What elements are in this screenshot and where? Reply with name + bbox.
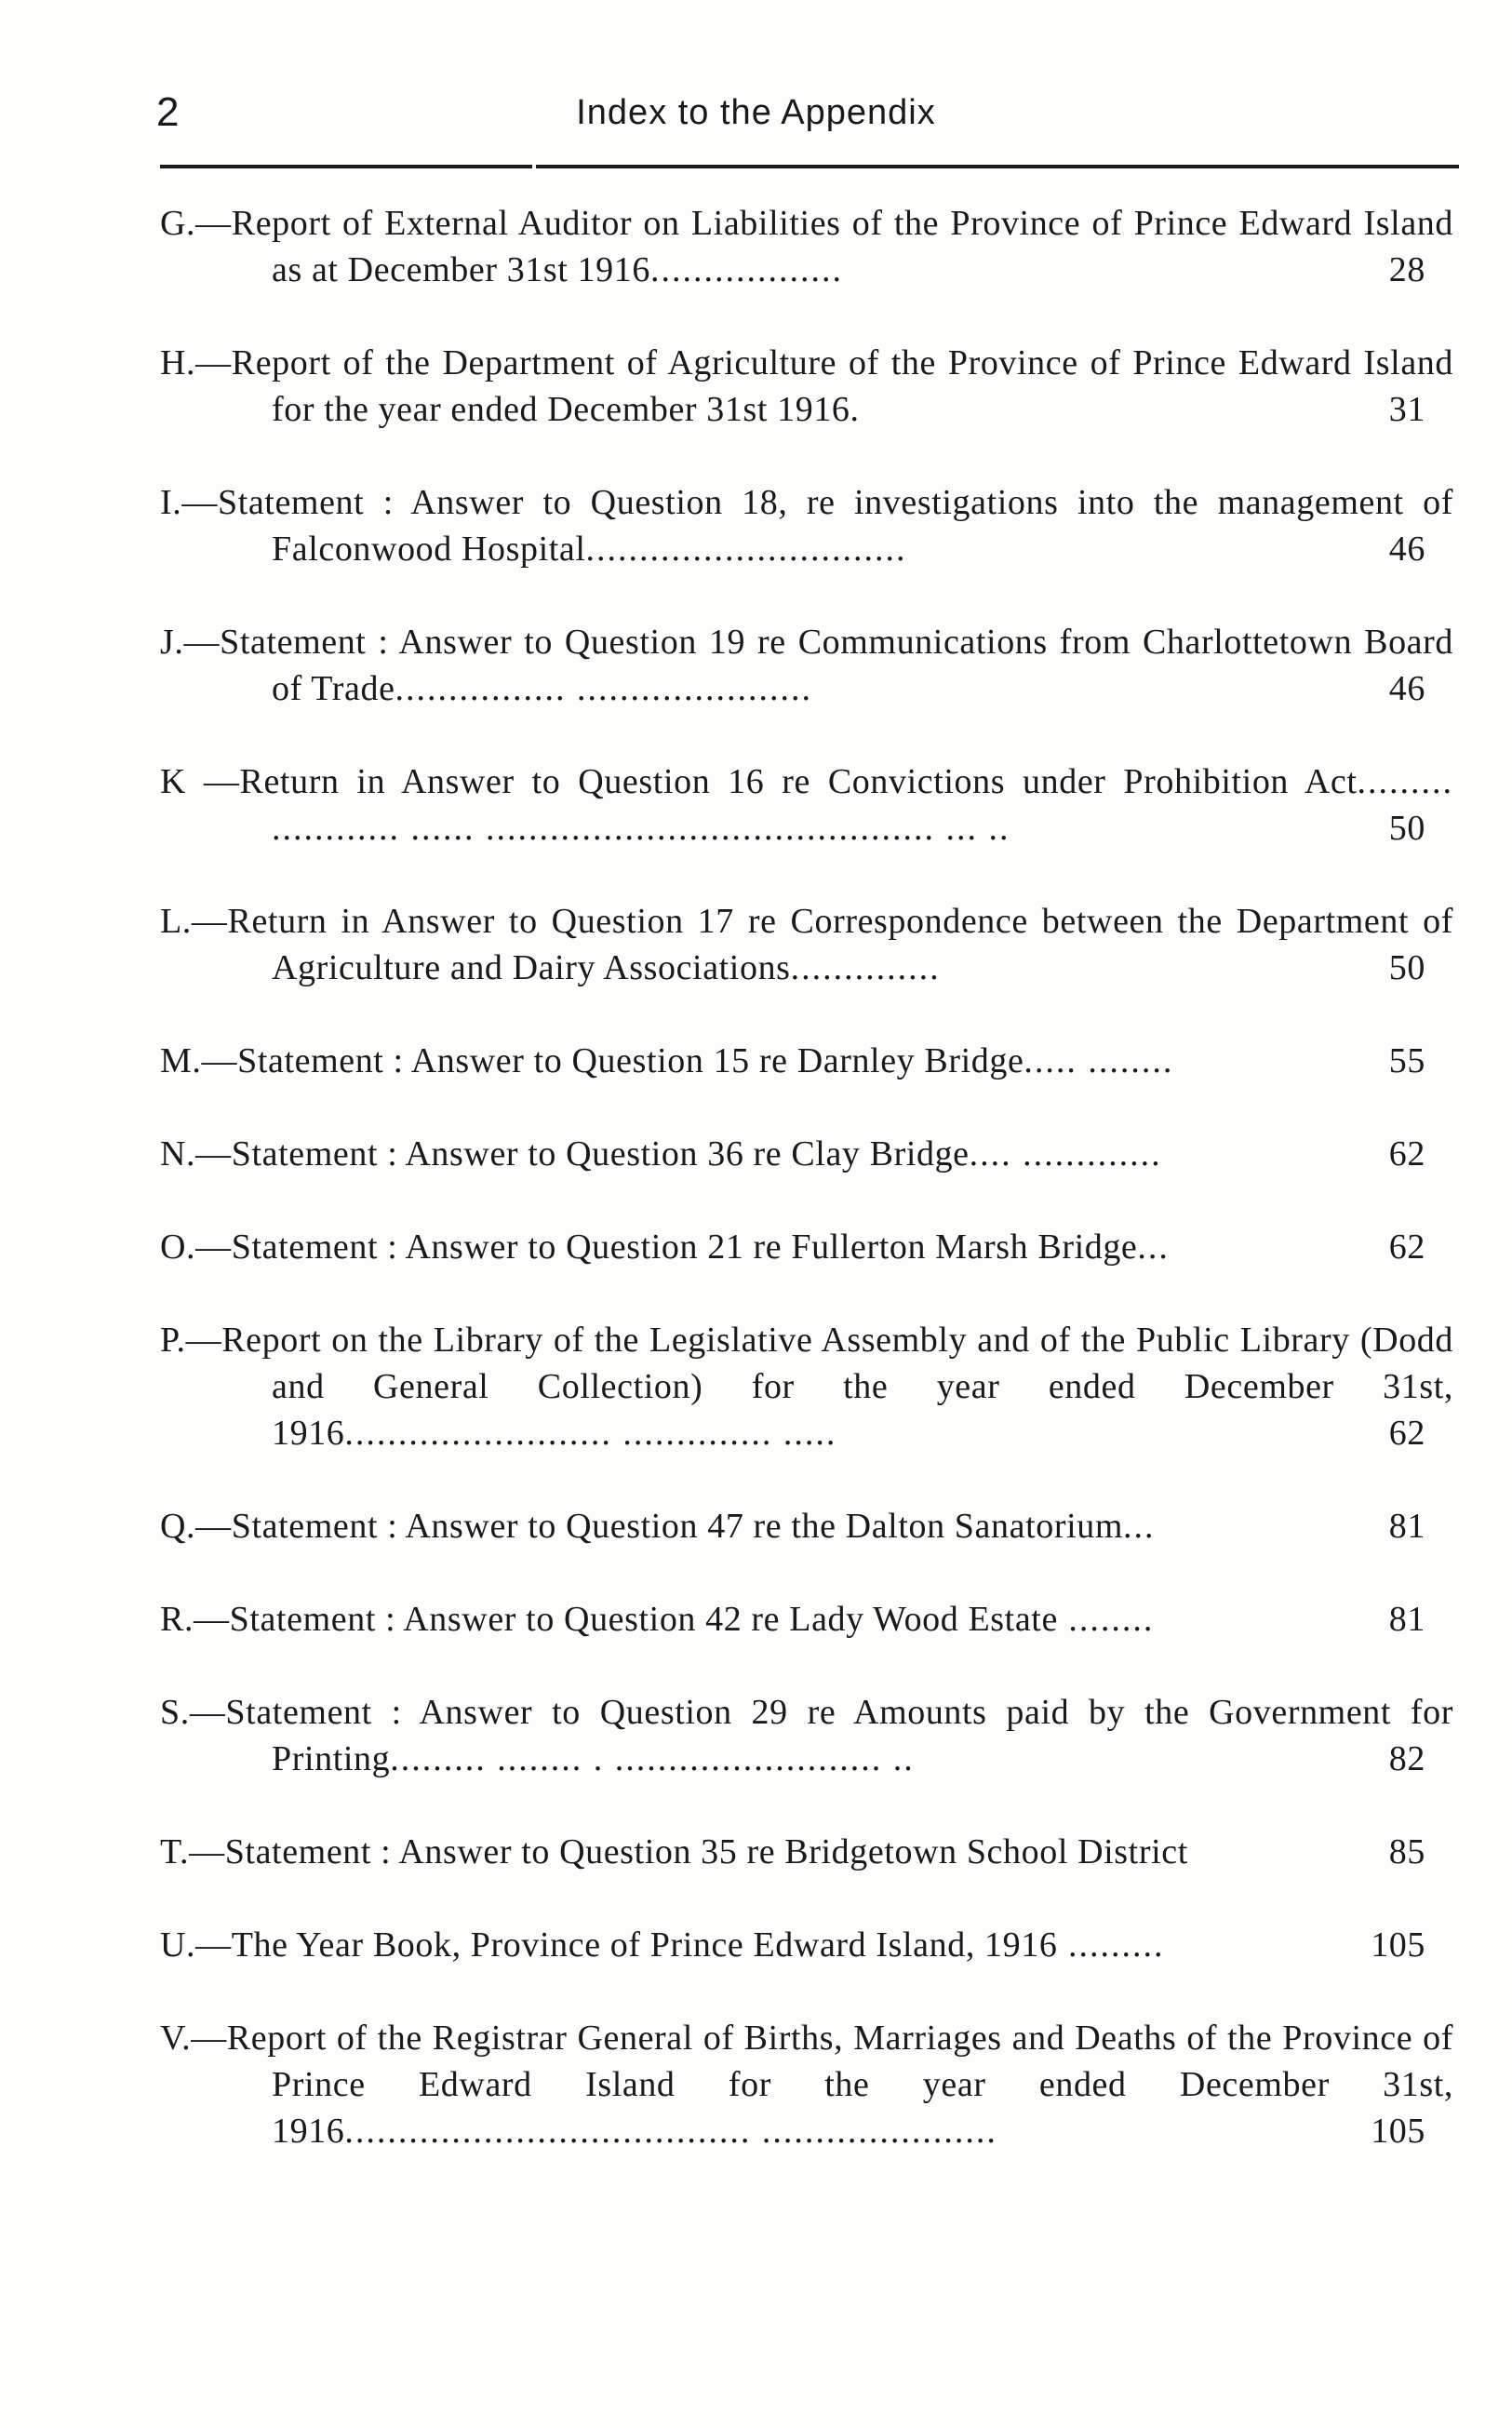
entry-title: Q.—Statement : Answer to Question 47 re the Dalton Sanatorium (160, 1507, 1123, 1546)
dot-leaders: ...................................... ...................... (344, 2112, 997, 2151)
index-entry-m (160, 1038, 1425, 1084)
entry-title: O.—Statement : Answer to Question 21 re Fullerton Marsh Bridge (160, 1227, 1138, 1267)
index-entry-o (160, 1224, 1425, 1270)
dot-leaders: ..... ........ (1024, 1041, 1174, 1080)
appendix-index-list (160, 200, 1453, 2201)
entry-page-number: 50 (1388, 809, 1425, 848)
entry-page-number: 50 (1388, 948, 1425, 987)
entry-page-number: 55 (1388, 1041, 1425, 1080)
index-entry-p (160, 1317, 1453, 1456)
entry-title: J.—Statement : Answer to Question 19 re Communications from Charlottetown Board of Trade (160, 623, 1453, 708)
entry-page-number: 105 (1371, 1925, 1425, 1965)
entry-page-number: 81 (1388, 1600, 1425, 1639)
index-entry-g (160, 200, 1453, 293)
entry-page-number: 46 (1388, 530, 1425, 569)
dot-leaders: ........ (1057, 1600, 1155, 1639)
entry-page-number: 81 (1388, 1507, 1425, 1546)
index-entry-s (160, 1689, 1453, 1782)
dot-leaders: .... ............. (969, 1134, 1162, 1174)
entry-title: R.—Statement : Answer to Question 42 re Lady Wood Estate (160, 1600, 1058, 1639)
dot-leaders: ......... (1057, 1925, 1165, 1965)
index-entry-t (160, 1829, 1425, 1875)
index-entry-j (160, 619, 1453, 712)
entry-title: G.—Report of External Auditor on Liabilities of the Province of Prince Edward Island as at December 31st 1916 (160, 204, 1453, 289)
entry-page-number: 62 (1388, 1227, 1425, 1267)
index-entry-q (160, 1503, 1425, 1549)
entry-page-number: 46 (1388, 669, 1425, 708)
entry-title: I.—Statement : Answer to Question 18, re investigations into the management of Falconwood Hospital (160, 483, 1453, 569)
entry-title: L.—Return in Answer to Question 17 re Correspondence between the Department of Agriculture and Dairy Associations (160, 902, 1453, 987)
entry-title: P.—Report on the Library of the Legislative Assembly and of the Public Library (Dodd and General Collection) for the year ended December 31st, 1916 (160, 1321, 1453, 1453)
index-entry-u (160, 1922, 1425, 1968)
dot-leaders: .............. (790, 948, 941, 987)
entry-title: V.—Report of the Registrar General of Births, Marriages and Deaths of the Province of Prince Edward Island for the year ended December 31st, 1916 (160, 2019, 1453, 2151)
running-title: Index to the Appendix (576, 93, 936, 132)
dot-leaders: .............................. (585, 530, 907, 569)
entry-title: H.—Report of the Department of Agriculture of the Province of Prince Edward Island for the year ended December 31st 1916. (160, 343, 1453, 429)
index-entry-n (160, 1131, 1425, 1177)
index-entry-h (160, 340, 1453, 433)
index-entry-k (160, 758, 1453, 852)
entry-title: S.—Statement : Answer to Question 29 re Amounts paid by the Government for Printing (160, 1693, 1453, 1778)
entry-title: N.—Statement : Answer to Question 36 re Clay Bridge (160, 1134, 970, 1174)
index-entry-i (160, 479, 1453, 572)
entry-page-number: 31 (1388, 390, 1425, 429)
dot-leaders: ... (1137, 1227, 1170, 1267)
entry-page-number: 82 (1388, 1739, 1425, 1778)
entry-page-number: 105 (1371, 2112, 1425, 2151)
entry-title: T.—Statement : Answer to Question 35 re Bridgetown School District (160, 1832, 1188, 1871)
index-entry-l (160, 898, 1453, 991)
entry-page-number: 85 (1388, 1832, 1425, 1871)
index-entry-v (160, 2015, 1453, 2154)
header-rule-right (536, 165, 1459, 168)
entry-title: U.—The Year Book, Province of Prince Edward Island, 1916 (160, 1925, 1058, 1965)
entry-page-number: 28 (1388, 250, 1425, 289)
dot-leaders: .................. (649, 250, 843, 289)
dot-leaders: ......................... .............. ..... (344, 1414, 837, 1453)
entry-title: M.—Statement : Answer to Question 15 re Darnley Bridge (160, 1041, 1024, 1080)
dot-leaders: ... (1123, 1507, 1156, 1546)
dot-leaders: ......... ............ ...... .......................................... ... .. (272, 762, 1453, 848)
entry-page-number: 62 (1388, 1414, 1425, 1453)
dot-leaders: ......... ........ . ......................... .. (390, 1739, 915, 1778)
index-entry-r (160, 1596, 1425, 1643)
entry-title: K —Return in Answer to Question 16 re Convictions under Prohibition Act (160, 762, 1358, 801)
page-number: 2 (156, 89, 180, 135)
entry-page-number: 62 (1388, 1134, 1425, 1174)
dot-leaders: ................ ...................... (395, 669, 813, 708)
header-rule-left (160, 165, 532, 168)
